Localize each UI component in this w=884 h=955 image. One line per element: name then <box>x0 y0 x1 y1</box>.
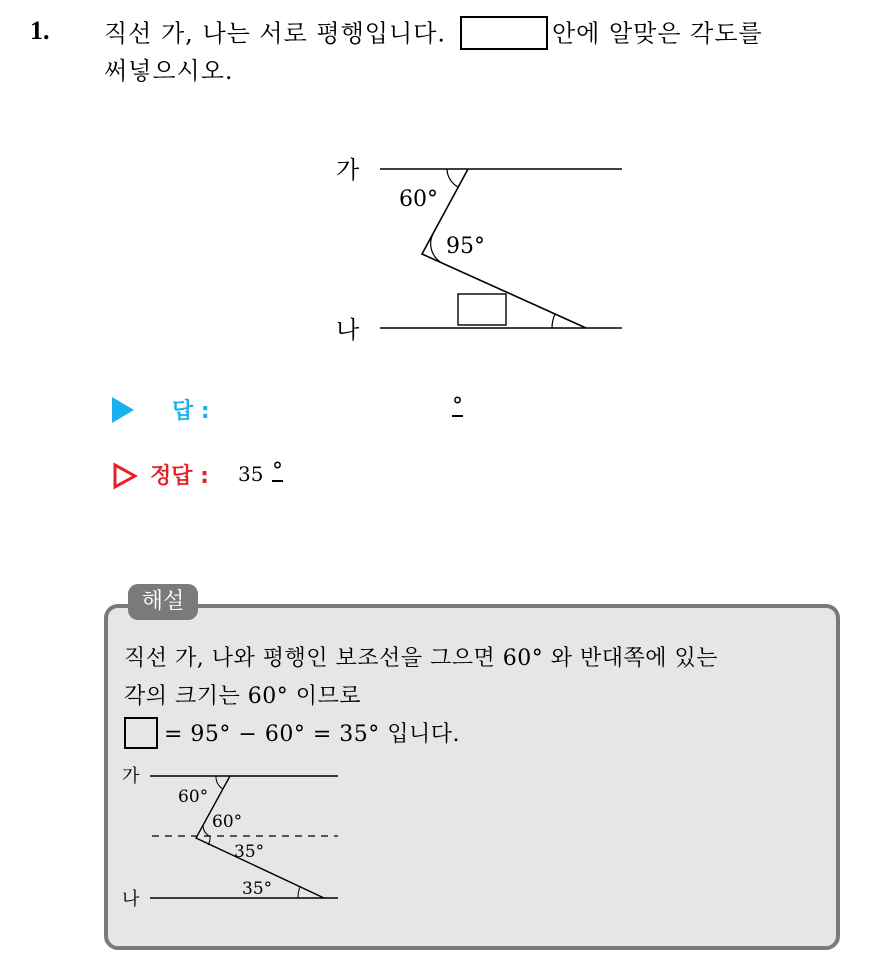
question-text-part1: 직선 가, 나는 서로 평행입니다. <box>104 19 446 48</box>
question-text-part2: 안에 알맞은 각도를 <box>551 19 763 48</box>
answer-marker-icon <box>112 397 134 423</box>
angle-arc-top <box>447 169 458 187</box>
answer-label: 답 : <box>172 399 210 424</box>
figure-angle-top: 60° <box>399 187 438 212</box>
expl-angle-top: 60° <box>178 787 209 807</box>
correct-unit: ° <box>272 459 283 484</box>
expl-arc-aux-upper <box>203 825 209 836</box>
expl-label-ga: 가 <box>122 766 140 787</box>
expl-arc-bottom <box>298 887 300 898</box>
figure-angle-middle: 95° <box>446 234 485 259</box>
expl-arc-top <box>216 776 223 789</box>
answer-blank-box <box>460 16 548 50</box>
question-number: 1. <box>30 16 50 45</box>
figure-label-na: 나 <box>336 316 360 344</box>
expl-label-na: 나 <box>122 889 140 910</box>
correct-label: 정답 : <box>150 464 209 489</box>
explanation-line2: 각의 크기는 60° 이므로 <box>124 684 361 709</box>
explanation-blank-box <box>124 717 158 749</box>
figure-label-ga: 가 <box>336 156 360 184</box>
correct-value: 35 <box>238 462 264 486</box>
explanation-figure <box>120 760 350 910</box>
explanation-text <box>124 640 834 754</box>
explanation-tab: 해설 <box>128 584 198 620</box>
expl-angle-aux-upper: 60° <box>212 812 243 832</box>
expl-arc-aux-lower <box>208 836 210 845</box>
expl-angle-bottom: 35° <box>242 879 273 899</box>
question-text-line2: 써넣으시오. <box>104 57 234 85</box>
angle-arc-bottom <box>552 314 555 328</box>
correct-marker-icon <box>112 462 138 490</box>
question-text <box>104 16 874 89</box>
geometry-figure <box>330 150 630 350</box>
figure-answer-box <box>458 294 506 325</box>
explanation-line3: = 95° − 60° = 35° 입니다. <box>164 722 460 747</box>
answer-unit: ° <box>452 394 463 419</box>
explanation-line1: 직선 가, 나와 평행인 보조선을 그으면 60° 와 반대쪽에 있는 <box>124 646 718 671</box>
expl-angle-aux-lower: 35° <box>234 842 265 862</box>
